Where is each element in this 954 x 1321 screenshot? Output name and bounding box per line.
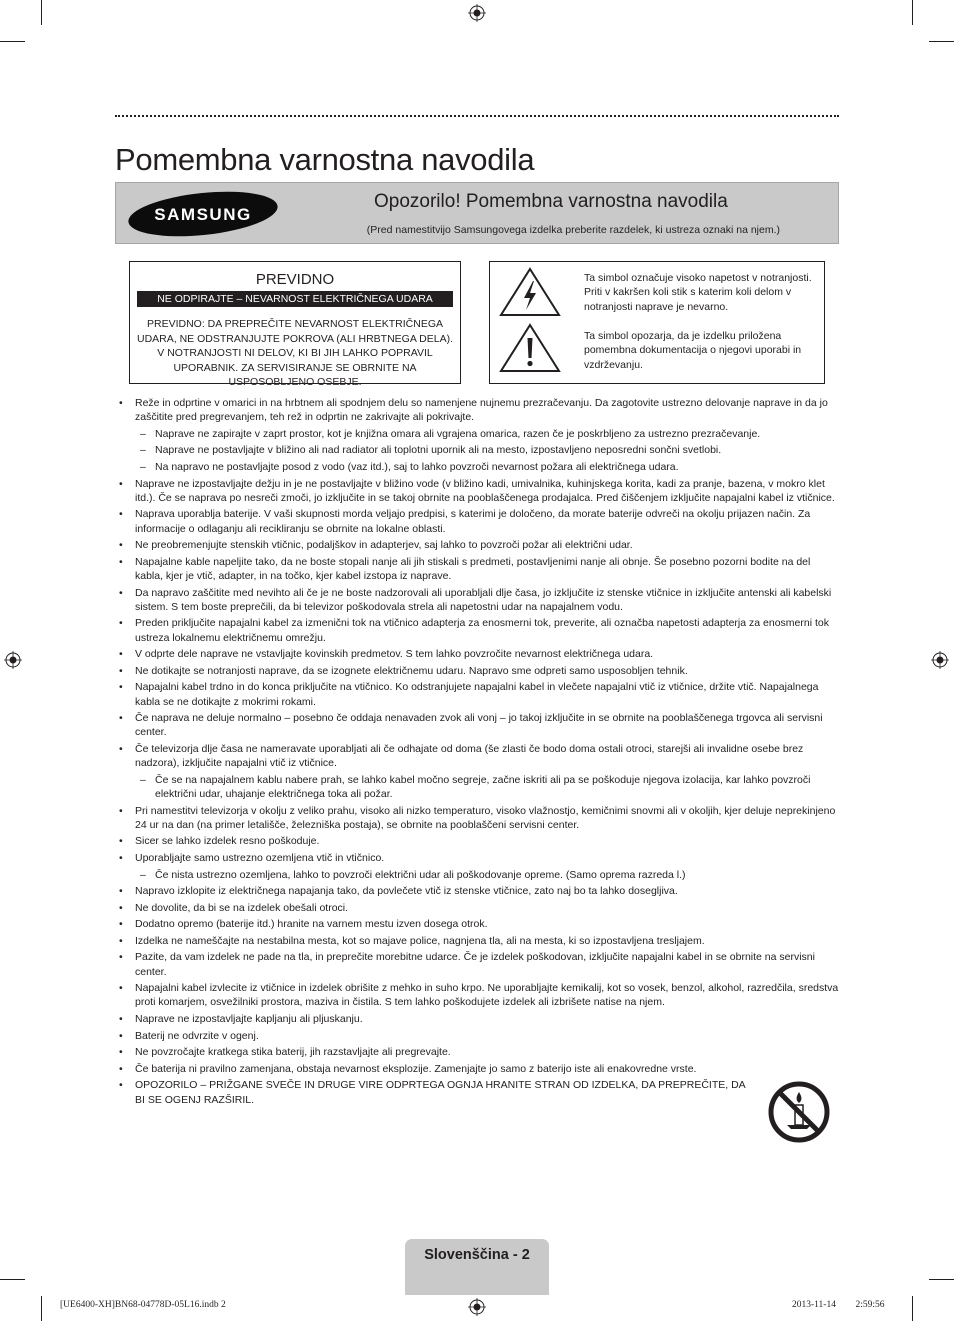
list-item: • Naprave ne izpostavljajte dežju in je ne postavljajte v bližino vode (v bližino kadi, umivalnika, kuhinjskega korita, kadi za pranje, bazena, v mokro klet itd.). Če se naprava po nesreči zmoči, jo izključite in se takoj obrnite na pooblaščenega prodajalca. Pred čiščenjem izključite napajalni kabel iz vtičnice.	[115, 477, 841, 505]
footer-file-info: [UE6400-XH]BN68-04778D-05L16.indb 2	[60, 1300, 226, 1310]
list-item: • Dodatno opremo (baterije itd.) hranite na varnem mestu izven dosega otrok.	[115, 917, 841, 931]
symbol-legend-box	[489, 261, 825, 384]
list-item: • Naprave ne izpostavljajte kapljanju ali pljuskanju.	[115, 1012, 841, 1026]
caution-warning-bar: NE ODPIRAJTE – NEVARNOST ELEKTRIČNEGA UDARA	[137, 291, 453, 307]
registration-mark-icon	[468, 4, 486, 22]
list-item: • Napajalne kable napeljite tako, da ne boste stopali nanje ali jih stiskali s predmeti, postavljenimi nanje ali obnje. Še posebno pozorni bodite na del kabla, kjer je vtič, adapter, in na točko, kjer kabel izstopa iz naprave.	[115, 555, 841, 583]
list-item: • Če televizorja dlje časa ne nameravate uporabljati ali če odhajate od doma (še zlasti če bodo doma ostali otroci, starejši ali invalidne osebe brez nadzora), izključite napajalni vtič iz vtičnice.	[115, 742, 841, 770]
list-item: • Napravo izklopite iz električnega napajanja tako, da povlečete vtič iz stenske vtičnice, zato naj bo ta lahko dosegljiva.	[115, 884, 841, 898]
crop-mark	[0, 41, 25, 42]
page-number-tab	[405, 1239, 549, 1295]
crop-mark	[929, 1279, 954, 1280]
list-item: • Pri namestitvi televizorja v okolju z veliko prahu, visoko ali nizko temperaturo, visoko vlažnostjo, kemičnimi snovmi ali v okoljih, kjer deluje neprekinjeno 24 ur na dan (na primer letališče, železniška postaja), se obrnite na pooblaščeni servisni center.	[115, 804, 841, 832]
list-subitem: – Če se na napajalnem kablu nabere prah, se lahko kabel močno segreje, začne iskriti ali pa se poškoduje njegova izolacija, kar lahko povzroči električni udar, uhajanje električnega toka ali požar.	[115, 773, 841, 801]
caution-box	[129, 261, 461, 388]
list-item: • V odprte dele naprave ne vstavljajte kovinskih predmetov. S tem lahko povzročite nevarnost električnega udara.	[115, 647, 841, 661]
page-title: Pomembna varnostna navodila	[115, 141, 535, 177]
page-number-label: Slovenščina - 2	[424, 1247, 530, 1263]
registration-mark-icon	[468, 1298, 486, 1316]
list-item: • Napajalni kabel trdno in do konca priključite na vtičnico. Ko odstranjujete napajalni kabel in vlečete napajalni vtič iz vtičnice, držite vtič. Napajalnega kabla se ne dotikajte z mokrimi rokami.	[115, 680, 841, 708]
svg-text:SAMSUNG: SAMSUNG	[154, 205, 252, 224]
list-item: • Ne dovolite, da bi se na izdelek obešali otroci.	[115, 901, 841, 915]
banner-subtitle: (Pred namestitvijo Samsungovega izdelka preberite razdelek, ki ustreza oznaki na njem.)	[366, 224, 780, 236]
list-item: • Izdelka ne nameščajte na nestabilna mesta, kot so majave police, nagnjena tla, ali na mesta, ki so izpostavljena tresljajem.	[115, 934, 841, 948]
list-item: • OPOZORILO – PRIŽGANE SVEČE IN DRUGE VIRE ODPRTEGA OGNJA HRANITE STRAN OD IZDELKA, DA PREPREČITE, DA BI SE OGENJ RAZŠIRIL.	[115, 1078, 841, 1106]
crop-mark	[912, 1296, 913, 1321]
warning-banner	[115, 182, 839, 244]
list-subitem: – Na napravo ne postavljajte posod z vodo (vaz itd.), saj to lahko povzroči nevarnost požara ali električnega udara.	[115, 460, 841, 474]
list-subitem: – Naprave ne zapirajte v zaprt prostor, kot je knjižna omara ali vgrajena omarica, razen če je poskrbljeno za ustrezno prezračevanje.	[115, 427, 841, 441]
list-item: • Reže in odprtine v omarici in na hrbtnem ali spodnjem delu so namenjene nujnemu prezračevanju. Da zagotovite ustrezno delovanje naprave in da jo zaščitite pred pregrevanjem, teh rež in odprtin ne zakrivajte ali pokrivajte.	[115, 396, 841, 424]
list-item: • Preden priključite napajalni kabel za izmenični tok na vtičnico adapterja za enosmerni tok, preverite, ali označba napetosti adapterja za enosmerni tok ustreza lokalnemu električnemu omrežju.	[115, 616, 841, 644]
samsung-logo	[126, 189, 280, 239]
list-item: • Naprava uporablja baterije. V vaši skupnosti morda veljajo predpisi, s katerimi je določeno, da morate baterije odvreči na okolju prijazen način. Za informacije o odlaganju ali recikliranju se obrnite na lokalne oblasti.	[115, 507, 841, 535]
list-item: • Če baterija ni pravilno zamenjana, obstaja nevarnost eksplozije. Zamenjajte jo samo z baterijo iste ali enakovredne vrste.	[115, 1062, 841, 1076]
list-item: • Ne dotikajte se notranjosti naprave, da se izognete električnemu udaru. Napravo sme odpreti samo usposobljen tehnik.	[115, 664, 841, 678]
banner-title: Opozorilo! Pomembna varnostna navodila	[374, 191, 728, 212]
list-item: • Da napravo zaščitite med nevihto ali če je ne boste nadzorovali ali uporabljali dlje časa, jo izključite iz stenske vtičnice in izključite antenski ali kabelski sistem. S tem boste preprečili, da bi televizor poškodovala strela ali napetostni udar na napajalnem vodu.	[115, 586, 841, 614]
list-item: • Ne povzročajte kratkega stika baterij, jih razstavljajte ali pregrevajte.	[115, 1045, 841, 1059]
list-subitem: – Naprave ne postavljajte v bližino ali nad radiator ali toplotni upornik ali na mesto, izpostavljeno neposredni sončni svetlobi.	[115, 443, 841, 457]
no-open-flame-icon	[768, 1081, 830, 1143]
list-item: • Napajalni kabel izvlecite iz vtičnice in izdelek obrišite z mehko in suho krpo. Ne uporabljajte kemikalij, kot so vosek, benzol, alkohol, razredčila, sredstva proti komarjem, osvežilniki prostora, maziva in čistila. S tem lahko poškodujete izdelek ali izbrišete natise na njem.	[115, 981, 841, 1009]
list-subitem: – Če nista ustrezno ozemljena, lahko to povzroči električni udar ali poškodovanje opreme. (Samo oprema razreda l.)	[115, 868, 841, 882]
crop-mark	[41, 1296, 42, 1321]
footer-timestamp: 2013-11-14 ￿￿ 2:59:56	[792, 1300, 885, 1310]
safety-instructions-list	[115, 396, 841, 1109]
caution-title: PREVIDNO	[255, 271, 335, 288]
crop-mark	[41, 0, 42, 25]
registration-mark-icon	[931, 651, 949, 669]
voltage-symbol-text: Ta simbol označuje visoko napetost v notranjosti. Priti v kakršen koli stik s katerim koli delom v notranjosti naprave je nevarno.	[584, 272, 812, 313]
caution-text: PREVIDNO: DA PREPREČITE NEVARNOST ELEKTRIČNEGA UDARA, NE ODSTRANJUJTE POKROVA (ALI HRBTNEGA DELA). V NOTRANJOSTI NI DELOV, KI BI JIH LAHKO POPRAVIL UPORABNIK. ZA SERVISIRANJE SE OBRNITE NA USPOSOBLJENO OSEBJE.	[136, 318, 454, 388]
high-voltage-icon	[498, 266, 562, 318]
crop-mark	[0, 1279, 25, 1280]
list-item: • Baterij ne odvrzite v ogenj.	[115, 1029, 841, 1043]
warning-symbol-text: Ta simbol opozarja, da je izdelku priložena pomembna dokumentacija o njegovi uporabi in vzdrževanju.	[584, 330, 802, 371]
list-item: • Pazite, da vam izdelek ne pade na tla, in preprečite morebitne udarce. Če je izdelek poškodovan, izključite napajalni kabel in se obrnite na servisni center.	[115, 950, 841, 978]
exclamation-warning-icon	[498, 322, 562, 374]
list-item: • Sicer se lahko izdelek resno poškoduje.	[115, 834, 841, 848]
crop-mark	[912, 0, 913, 25]
title-divider	[115, 115, 839, 117]
crop-mark	[929, 41, 954, 42]
list-item: • Če naprava ne deluje normalno – posebno če oddaja nenavaden zvok ali vonj – jo takoj izključite in se obrnite na pooblaščenega trgovca ali servisni center.	[115, 711, 841, 739]
registration-mark-icon	[4, 651, 22, 669]
list-item: • Uporabljajte samo ustrezno ozemljena vtič in vtičnico.	[115, 851, 841, 865]
list-item: • Ne preobremenjujte stenskih vtičnic, podaljškov in adapterjev, saj lahko to povzroči požar ali električni udar.	[115, 538, 841, 552]
